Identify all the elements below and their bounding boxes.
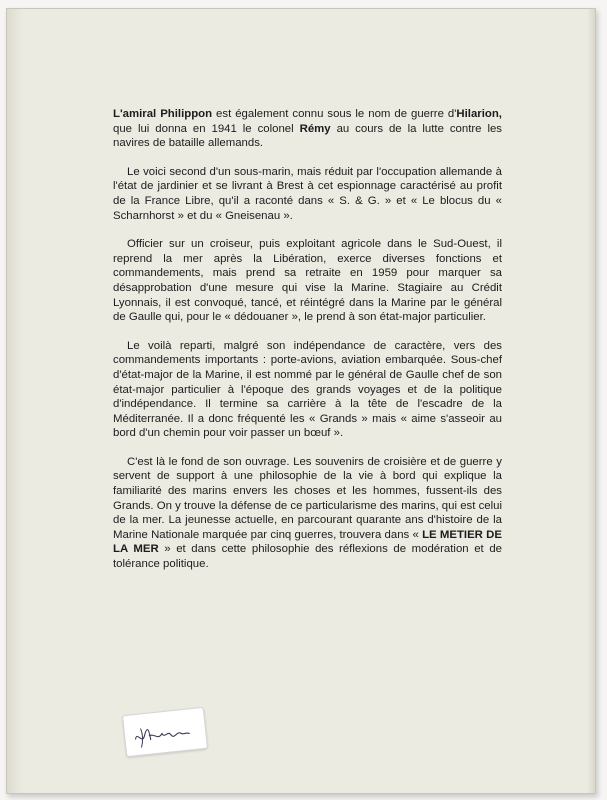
blurb-text <box>113 107 502 586</box>
name-philippon: L'amiral Philippon <box>113 108 213 120</box>
price-sticker <box>122 707 208 757</box>
text-segment: Officier sur un croiseur, puis exploitant agricole dans le Sud-Ouest, il reprend la mer après la Libération, exerce diverses fonctions et commandements, mais prend sa retraite en 1959 pour marquer sa désapprobation d'une mesure qui vise la Marine. Stagiaire au Crédit Lyonnais, il est convoqué, tancé, et réintégré dans la Marine par le général de Gaulle qui, pour le « dédouaner », le prend à son état-major particulier. <box>113 238 502 324</box>
name-remy: Rémy <box>299 122 331 135</box>
text-segment: Le voici second d'un sous-marin, mais réduit par l'occupation allemande à l'état de jardinier et se livrant à Brest à cet espionnage caractérisé au profit de la France Libre, qu'il a raconté dans « S. & G. » et « Le blocus du « Scharnhorst » et du « Gneisenau ». <box>113 165 502 222</box>
name-hilarion: Hilarion, <box>456 108 502 120</box>
paragraph-commands <box>113 339 502 441</box>
text-segment: » et dans cette philosophie des réflexions de modération et de tolérance politique. <box>113 543 502 571</box>
handwriting-scribble <box>123 708 207 756</box>
text-segment: C'est là le fond de son ouvrage. Les souvenirs de croisière et de guerre y servent de support à une philosophie de la vie à bord qui explique la familiarité des marins envers les choses et les hommes, fussent-ils des Grands. On y trouve la défense de ce particularisme des marins, qui est celui de la mer. La jeunesse actuelle, en parcourant quarante ans d'histoire de la Marine Nationale marquée par cinq guerres, trouvera dans « <box>113 455 502 541</box>
paragraph-submarine <box>113 165 502 223</box>
text-segment: Le voilà reparti, malgré son indépendance de caractère, vers des commandements importants : porte-avions, aviation embarquée. Sous-chef d'état-major de la Marine, il est nommé par le général de Gaulle chef de son état-major particulier à l'époque des grands voyages et de la politique d'indépendance. Il termine sa carrière à la tête de l'escadre de la Méditerranée. Il a donc fréquenté les « Grands » mais « aime s'asseoir au bord d'un chemin pour voir passer un bœuf ». <box>113 339 502 440</box>
book-back-cover <box>6 8 596 794</box>
paragraph-cruiser <box>113 237 502 325</box>
text-segment: au cours de la lutte contre les navires de bataille allemands. <box>113 122 502 150</box>
book-title: LE METIER DE LA MER <box>113 528 502 556</box>
text-segment: est également connu sous le nom de guerre d' <box>212 108 457 120</box>
paragraph-book <box>113 455 502 572</box>
text-segment: que lui donna en 1941 le colonel <box>113 122 300 135</box>
paragraph-intro <box>113 107 502 151</box>
